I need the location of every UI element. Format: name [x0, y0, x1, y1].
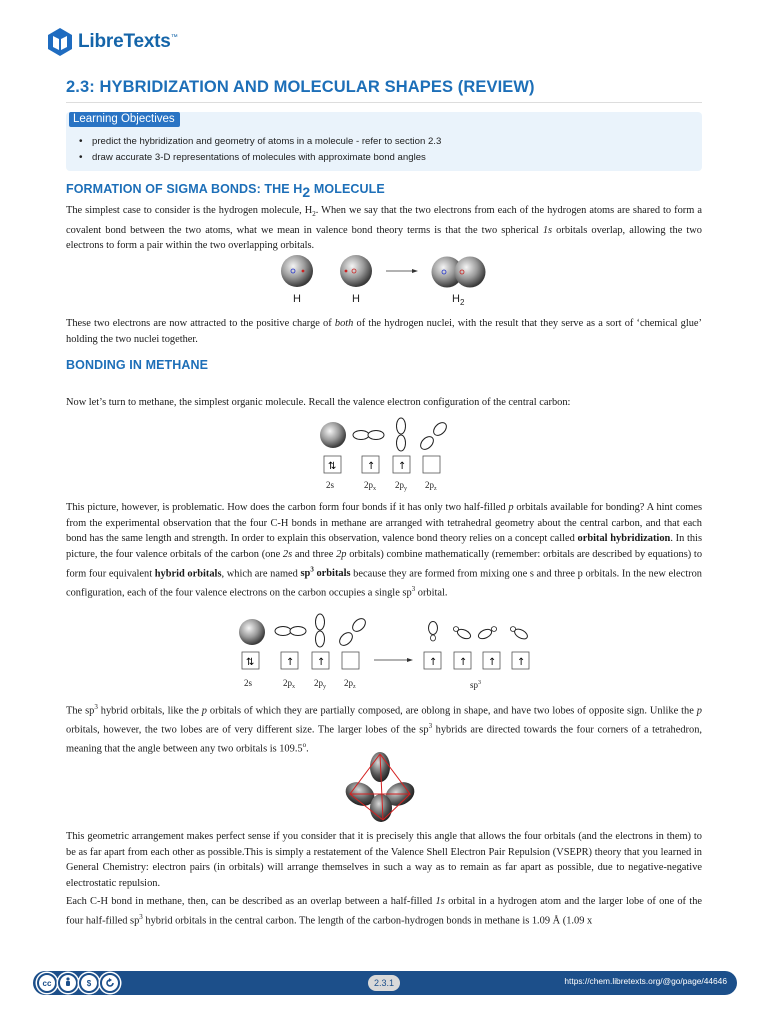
page-title: 2.3: HYBRIDIZATION AND MOLECULAR SHAPES (REVIEW): [66, 78, 702, 103]
svg-text:↑: ↑: [488, 657, 497, 668]
svg-text:↑: ↑: [286, 657, 295, 668]
paragraph-hydrogen-intro: The simplest case to consider is the hydrogen molecule, $H_2$. When we say that the two electrons from each of the hydrogen atoms are shared to form a covalent bond between the two atoms, what we mean in valence bond theory terms is that the two spherical 1s orbitals overlap, allowing the two electrons to form a pair within the two overlapping orbitals.: [66, 205, 702, 252]
cc-license-badge[interactable]: [37, 973, 120, 993]
svg-text:↑: ↑: [317, 657, 326, 668]
label-2px: $2p_x$: [283, 678, 295, 690]
sp3-hybridization-figure: [232, 612, 542, 696]
svg-text:↑: ↑: [429, 657, 438, 668]
libretexts-logo-icon: [46, 27, 74, 57]
svg-text:↑: ↑: [367, 461, 376, 472]
label-h: H: [352, 293, 360, 305]
orbital-box-2px: [362, 456, 379, 473]
2s-orbital: [320, 422, 346, 448]
orbital-box-2py: [393, 456, 410, 473]
sharealike-icon: [100, 973, 120, 993]
label-2px: $2p_x$: [364, 480, 376, 492]
2px-orbital: [353, 431, 384, 440]
2py-orbital: [397, 418, 406, 451]
noncommercial-icon: $: [79, 973, 99, 993]
orbital-box-sp3: [424, 652, 441, 669]
learning-objectives-tab: Learning Objectives: [69, 112, 180, 127]
page-url-link[interactable]: https://chem.libretexts.org/@go/page/44646: [564, 976, 727, 986]
by-attribution-icon: [58, 973, 78, 993]
paragraph-orbital-hybridization: This picture, however, is problematic. How does the carbon form four bonds if it has only two half-filled p orbitals available for bonding? A hint comes from the experimental observation that the four C-H bonds in methane are arranged with tetrahedral geometry about the central carbon, and that each bond has the same length and strength. In order to explain this observation, valence bond theory relies on a concept called orbital hybridization. In this picture, the four valence orbitals of the carbon (one 2s and three 2p orbitals) combine mathematically (remember: orbitals are described by equations) to form four equivalent hybrid orbitals, which are named $sp^3$ orbitals because they are formed from mixing one s and three p orbitals. In the new electron configuration, each of the four valence electrons on the carbon occupies a single $sp^3$ orbital.: [66, 502, 703, 599]
svg-text:⇅: ⇅: [246, 657, 255, 668]
2s-orbital: [239, 619, 265, 645]
svg-text:↑: ↑: [398, 461, 407, 472]
learning-objectives-box: [66, 112, 702, 171]
2pz-orbital: [418, 420, 449, 452]
svg-text:⇅: ⇅: [328, 461, 337, 472]
svg-text:↑: ↑: [517, 657, 526, 668]
section-heading-sigma-bonds: FORMATION OF SIGMA BONDS: THE $H_2$ MOLECULE: [66, 182, 385, 200]
label-sp3: $sp^3$: [470, 680, 482, 690]
paragraph-vsepr: This geometric arrangement makes perfect sense if you consider that it is precisely this angle that allows the four orbitals (and the electrons in them) to be as far apart from each other as possible.This is simply a restatement of the Valence Shell Electron Pair Repulsion (VSEPR) theory that you learned in General Chemistry: electron pairs (in orbitals) will arrange themselves in such a way as to remain as far apart as possible, due to negative-negative electrostatic repulsion.: [66, 831, 702, 890]
footer-bar: [33, 971, 737, 995]
hydrogen-1s-orbital: [281, 255, 313, 287]
sp3-orbital: [477, 627, 497, 641]
label-2pz: $2p_z$: [425, 480, 437, 492]
orbital-box-sp3: [483, 652, 500, 669]
tetrahedral-sp3-figure: [340, 750, 420, 824]
paragraph-chemical-glue: These two electrons are now attracted to the positive charge of both of the hydrogen nuclei, with the result that they serve as a sort of ‘chemical glue’ holding the two nuclei together.: [66, 318, 702, 345]
h2-orbital-overlap-figure: [276, 252, 496, 310]
svg-text:↑: ↑: [459, 657, 468, 668]
objective-item: • predict the hybridization and geometry of atoms in a molecule - refer to section 2.3: [78, 134, 441, 150]
brand-name: LibreTexts™: [78, 31, 178, 52]
label-2py: $2p_y$: [395, 480, 407, 492]
orbital-box-sp3: [512, 652, 529, 669]
2pz-orbital: [337, 616, 368, 648]
2px-orbital: [275, 627, 306, 636]
orbital-box-2py: [312, 652, 329, 669]
libretexts-logo[interactable]: [46, 27, 178, 57]
2py-orbital: [316, 614, 325, 647]
orbital-box-sp3: [454, 652, 471, 669]
section-heading-methane: BONDING IN METHANE: [66, 358, 209, 372]
sp3-orbital: [453, 627, 472, 641]
carbon-valence-configuration-figure: [316, 415, 456, 495]
sp3-orbital: [510, 627, 529, 641]
h2-overlap-orbital: [455, 257, 486, 288]
label-2py: $2p_y$: [314, 678, 326, 690]
paragraph-sp3-shape: The $sp^3$ hybrid orbitals, like the p orbitals of which they are partially composed, are oblong in shape, and have two lobes of opposite sign. Unlike the p orbitals, however, the two lobes are of very different size. The larger lobes of the $sp^3$ hybrids are directed towards the four corners of a tetrahedron, meaning that the angle between any two orbitals is 109.5$^o$.: [66, 703, 703, 755]
cc-icon: cc: [37, 973, 57, 993]
orbital-box-2pz: [423, 456, 440, 473]
objective-item: • draw accurate 3-D representations of molecules with approximate bond angles: [78, 150, 441, 166]
paragraph-ch-bond: Each C-H bond in methane, then, can be described as an overlap between a half-filled 1s orbital in a hydrogen atom and the larger lobe of one of the four half-filled $sp^3$ hybrid orbitals in the central carbon. The length of the carbon-hydrogen bonds in methane is 1.09 Å (1.09 x: [66, 896, 702, 927]
label-2pz: $2p_z$: [344, 678, 356, 690]
label-2s: 2s: [326, 480, 335, 490]
orbital-box-2px: [281, 652, 298, 669]
label-h2: $H_2$: [452, 293, 465, 307]
orbital-box-2pz: [342, 652, 359, 669]
page-number: 2.3.1: [368, 975, 400, 991]
orbital-box-2s: [324, 456, 341, 473]
sp3-orbital: [429, 622, 438, 642]
label-2s: 2s: [244, 678, 253, 688]
label-h: H: [293, 293, 301, 305]
objectives-list: [78, 134, 441, 166]
paragraph-methane-intro: Now let’s turn to methane, the simplest organic molecule. Recall the valence electron configuration of the central carbon:: [66, 397, 571, 408]
orbital-box-2s: [242, 652, 259, 669]
